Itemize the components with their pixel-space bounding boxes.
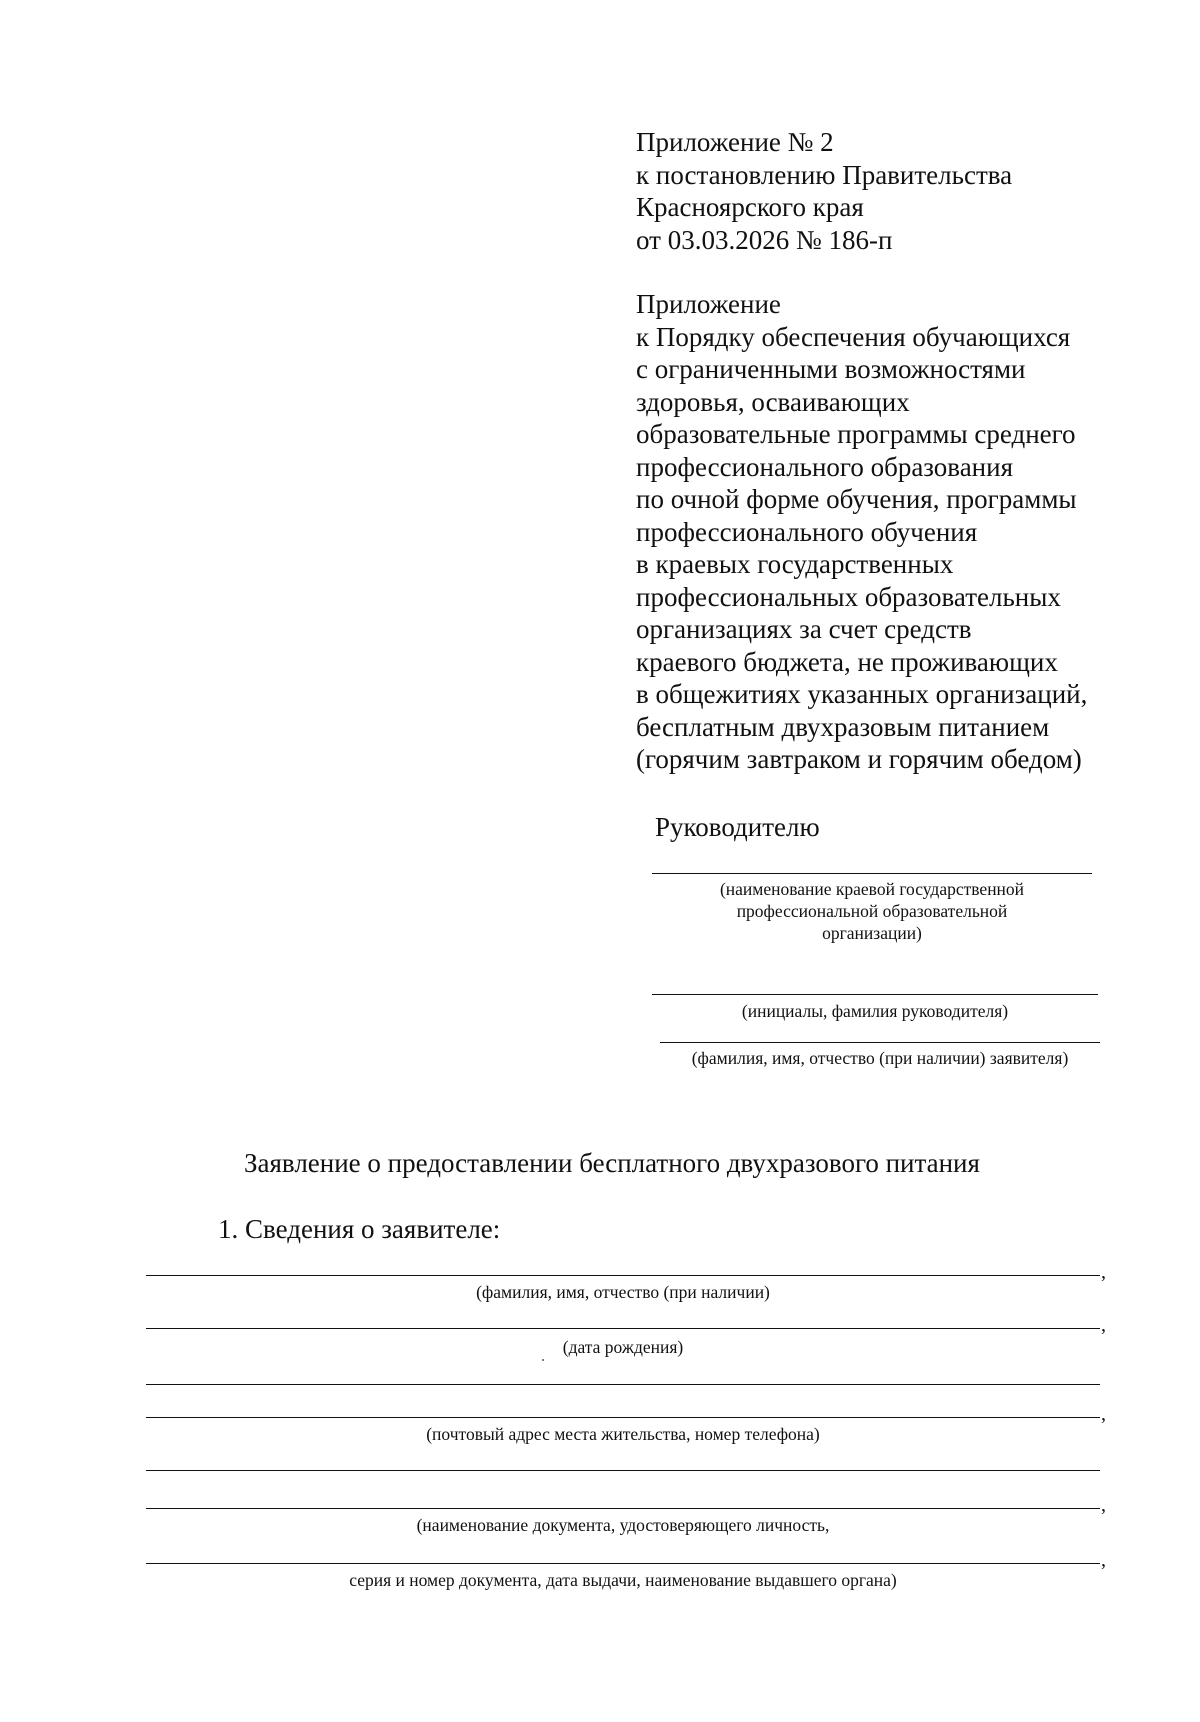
line-comma: , [1101, 1494, 1106, 1516]
appendix-order-line: в краевых государственных [636, 549, 954, 579]
appendix-order-line: в общежитиях указанных организаций, [636, 679, 1088, 709]
appendix-2-line: Красноярского края [636, 192, 864, 222]
appendix-2-block [636, 126, 1012, 256]
line-comma: , [1101, 1261, 1106, 1283]
address-line-2 [146, 1417, 1100, 1418]
org-name-caption-line: (наименование краевой государственной [719, 879, 1025, 899]
addressee-to: Руководителю [655, 812, 820, 842]
appendix-order-line: профессионального обучения [636, 516, 978, 547]
id-doc-line-3 [146, 1563, 1100, 1564]
appendix-2-line: от 03.03.2026 № 186-п [636, 224, 893, 255]
appendix-order-block [636, 288, 1087, 776]
id-doc-line-1 [146, 1470, 1100, 1471]
address-line-1 [146, 1384, 1100, 1385]
birth-date-caption: (дата рождения) [562, 1337, 684, 1357]
full-name-line [146, 1275, 1100, 1276]
appendix-order-line: организациях за счет средств [636, 614, 972, 644]
applicant-name-caption: (фамилия, имя, отчество (при наличии) заявителя) [691, 1048, 1069, 1068]
appendix-order-line: к Порядку обеспечения обучающихся [636, 321, 1071, 352]
org-name-caption-line: организации) [822, 923, 922, 943]
appendix-order-line: бесплатным двухразовым питанием [636, 711, 1050, 742]
appendix-2-line: Приложение № 2 [636, 127, 834, 157]
id-doc-caption-1: (наименование документа, удостоверяющего личность, [416, 1515, 830, 1535]
document-title: Заявление о предоставлении бесплатного двухразового питания [244, 1148, 980, 1178]
section-1-heading: 1. Сведения о заявителе: [218, 1214, 501, 1244]
line-comma: , [1101, 1314, 1106, 1336]
birth-date-line [146, 1328, 1100, 1329]
appendix-order-line: здоровья, осваивающих [636, 386, 910, 417]
appendix-order-line: образовательные программы среднего [636, 419, 1076, 449]
appendix-order-line: Приложение [636, 289, 781, 319]
appendix-order-line: профессионального образования [636, 451, 1013, 482]
appendix-2-line: к постановлению Правительства [636, 159, 1013, 190]
appendix-order-line: (горячим завтраком и горячим обедом) [636, 744, 1082, 774]
applicant-name-line [660, 1042, 1100, 1043]
line-comma: , [1101, 1549, 1106, 1571]
head-name-caption: (инициалы, фамилия руководителя) [741, 1001, 1009, 1021]
org-name-caption-line: профессиональной образовательной [736, 901, 1008, 921]
appendix-order-line: по очной форме обучения, программы [636, 484, 1077, 514]
head-name-line [652, 994, 1098, 995]
id-doc-caption-2: серия и номер документа, дата выдачи, наименование выдавшего органа) [349, 1570, 897, 1590]
appendix-order-line: с ограниченными возможностями [636, 354, 1026, 384]
org-name-line [652, 873, 1092, 874]
line-comma: , [1101, 1403, 1106, 1425]
appendix-order-line: профессиональных образовательных [636, 581, 1061, 612]
org-name-caption [652, 878, 1092, 944]
address-caption: (почтовый адрес места жительства, номер телефона) [426, 1424, 820, 1444]
full-name-caption: (фамилия, имя, отчество (при наличии) [476, 1282, 770, 1302]
scan-speck [542, 1359, 544, 1361]
appendix-order-line: краевого бюджета, не проживающих [636, 646, 1058, 677]
id-doc-line-2 [146, 1508, 1100, 1509]
